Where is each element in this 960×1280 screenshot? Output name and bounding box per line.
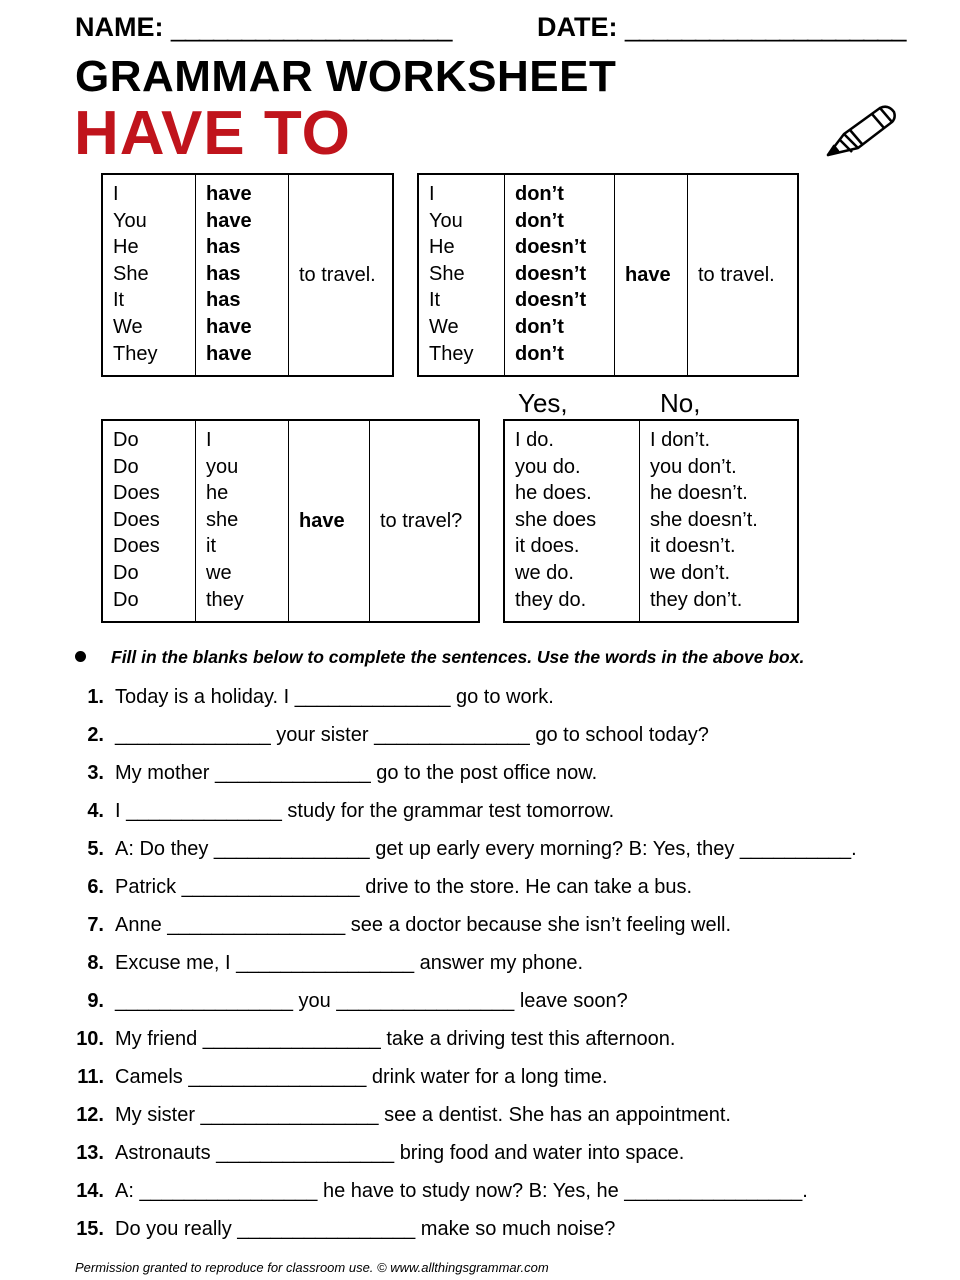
subject: She	[113, 262, 149, 285]
exercise-text: My friend ________________ take a driving test this afternoon.	[115, 1028, 676, 1050]
exercise-item	[68, 990, 628, 1013]
subject: they	[206, 588, 244, 611]
exercise-number: 1.	[87, 686, 104, 708]
auxiliary: Does	[113, 535, 160, 558]
yes-answer: she does	[515, 508, 597, 531]
subject: It	[429, 289, 441, 312]
exercise-number: 9.	[87, 990, 104, 1012]
no-answer: it doesn’t.	[650, 535, 736, 558]
exercise-text: Excuse me, I ________________ answer my phone.	[115, 952, 584, 974]
question-subjects-column	[196, 420, 289, 622]
negative-auxiliaries-column	[505, 174, 615, 376]
subject: He	[113, 236, 139, 259]
name-field	[75, 12, 451, 43]
exercise-text: ______________ your sister ______________ go to school today?	[115, 724, 709, 746]
auxiliary: don’t	[515, 315, 564, 338]
subject: he	[206, 482, 229, 505]
auxiliary: doesn’t	[515, 262, 587, 285]
yes-answer: it does.	[515, 535, 580, 558]
yes-answer: he does.	[515, 482, 592, 505]
exercise-number: 13.	[76, 1142, 104, 1164]
date-field	[537, 12, 905, 43]
subject: He	[429, 236, 455, 259]
question-complement: to travel?	[370, 420, 480, 622]
exercise-text: A: ________________ he have to study now? B: Yes, he ________________.	[115, 1180, 808, 1202]
subject: She	[429, 262, 465, 285]
exercise-text: My sister ________________ see a dentist. She has an appointment.	[115, 1104, 731, 1126]
positive-verbs-column	[196, 174, 289, 376]
negative-verb: have	[615, 174, 688, 376]
auxiliary: Do	[113, 455, 139, 478]
subject: We	[429, 315, 459, 338]
subject: you	[206, 455, 239, 478]
exercise-number: 4.	[87, 800, 104, 822]
no-answer: you don’t.	[650, 455, 737, 478]
exercise-number: 12.	[76, 1104, 104, 1126]
question-verb: have	[289, 420, 370, 622]
exercise-text: I ______________ study for the grammar test tomorrow.	[115, 800, 615, 822]
exercise-item	[68, 724, 709, 747]
exercise-number: 6.	[87, 876, 104, 898]
short-answers-table	[503, 419, 799, 623]
question-form-table	[101, 419, 480, 623]
exercise-text: Anne ________________ see a doctor because she isn’t feeling well.	[115, 914, 732, 936]
exercise-item	[68, 1218, 615, 1241]
exercise-item	[68, 1180, 808, 1203]
exercise-item	[68, 914, 731, 937]
exercise-number: 10.	[76, 1028, 104, 1050]
auxiliary: don’t	[515, 209, 564, 232]
subject: I	[113, 183, 119, 205]
exercise-item	[68, 762, 597, 785]
exercise-text: Patrick ________________ drive to the store. He can take a bus.	[115, 876, 693, 898]
yes-answer: we do.	[515, 561, 574, 584]
verb: have	[206, 183, 252, 205]
auxiliary: Does	[113, 508, 160, 531]
exercise-number: 3.	[87, 762, 104, 784]
auxiliary: Do	[113, 561, 139, 584]
negative-form-table	[417, 173, 799, 377]
exercise-number: 7.	[87, 914, 104, 936]
yes-label: Yes,	[518, 388, 568, 418]
exercise-number: 15.	[76, 1218, 104, 1240]
auxiliary: don’t	[515, 183, 564, 205]
date-label: DATE:	[537, 12, 618, 42]
no-answers-column	[640, 420, 799, 622]
pencil-icon	[822, 100, 902, 162]
no-answer: she doesn’t.	[650, 508, 758, 531]
no-label: No,	[660, 388, 701, 418]
exercise-item	[68, 838, 857, 861]
exercise-number: 8.	[87, 952, 104, 974]
exercise-item	[68, 1066, 608, 1089]
instruction-text: Fill in the blanks below to complete the sentences. Use the words in the above box.	[111, 647, 805, 667]
verb: has	[206, 236, 241, 259]
verb: have	[206, 342, 252, 365]
negative-complement: to travel.	[688, 174, 799, 376]
exercise-number: 11.	[77, 1066, 104, 1088]
verb: have	[206, 209, 252, 232]
auxiliary: Do	[113, 429, 139, 451]
name-label: NAME:	[75, 12, 164, 42]
positive-form-table	[101, 173, 394, 377]
exercise-item	[68, 876, 692, 899]
subject: I	[429, 183, 435, 205]
subject: They	[113, 342, 158, 365]
exercise-text: A: Do they ______________ get up early every morning? B: Yes, they __________.	[115, 838, 857, 860]
auxiliary: doesn’t	[515, 236, 587, 259]
exercise-item	[68, 686, 554, 709]
exercise-item	[68, 1028, 675, 1051]
verb: has	[206, 289, 241, 312]
exercise-number: 14.	[76, 1180, 104, 1202]
subject: I	[206, 429, 212, 451]
subject: We	[113, 315, 143, 338]
subject: You	[429, 209, 463, 232]
auxiliary: doesn’t	[515, 289, 587, 312]
yes-answer: you do.	[515, 455, 581, 478]
date-blank: ____________________	[625, 12, 906, 42]
exercise-text: Camels ________________ drink water for a long time.	[115, 1066, 608, 1088]
verb: have	[206, 315, 252, 338]
name-blank: ____________________	[171, 12, 452, 42]
exercise-item	[68, 952, 583, 975]
verb: has	[206, 262, 241, 285]
subject: she	[206, 508, 239, 531]
no-answer: he doesn’t.	[650, 482, 748, 505]
no-answer: I don’t.	[650, 429, 711, 451]
exercise-item	[68, 1142, 684, 1165]
no-answer: we don’t.	[650, 561, 731, 584]
exercise-text: Astronauts ________________ bring food and water into space.	[115, 1142, 685, 1164]
question-auxiliaries-column	[102, 420, 196, 622]
negative-subjects-column	[418, 174, 505, 376]
subject: You	[113, 209, 147, 232]
yes-answers-column	[504, 420, 640, 622]
exercise-item	[68, 1104, 731, 1127]
exercise-text: Do you really ________________ make so much noise?	[115, 1218, 616, 1240]
auxiliary: Does	[113, 482, 160, 505]
exercise-text: My mother ______________ go to the post office now.	[115, 762, 598, 784]
subject: It	[113, 289, 125, 312]
worksheet-subtitle: HAVE TO	[74, 99, 351, 168]
no-answer: they don’t.	[650, 588, 743, 611]
bullet-icon	[75, 651, 86, 662]
exercise-text: ________________ you ________________ leave soon?	[115, 990, 628, 1012]
instruction	[75, 647, 804, 668]
auxiliary: don’t	[515, 342, 564, 365]
subject: They	[429, 342, 474, 365]
footer-permission: Permission granted to reproduce for classroom use. © www.allthingsgrammar.com	[75, 1260, 549, 1275]
exercise-text: Today is a holiday. I ______________ go to work.	[115, 686, 554, 708]
exercise-number: 5.	[87, 838, 104, 860]
worksheet-title: GRAMMAR WORKSHEET	[75, 52, 617, 101]
positive-subjects-column	[102, 174, 196, 376]
subject: it	[206, 535, 216, 558]
subject: we	[206, 561, 232, 584]
exercise-item	[68, 800, 614, 823]
yes-answer: I do.	[515, 429, 554, 451]
yes-answer: they do.	[515, 588, 587, 611]
auxiliary: Do	[113, 588, 139, 611]
positive-complement: to travel.	[289, 174, 394, 376]
exercise-number: 2.	[87, 724, 104, 746]
